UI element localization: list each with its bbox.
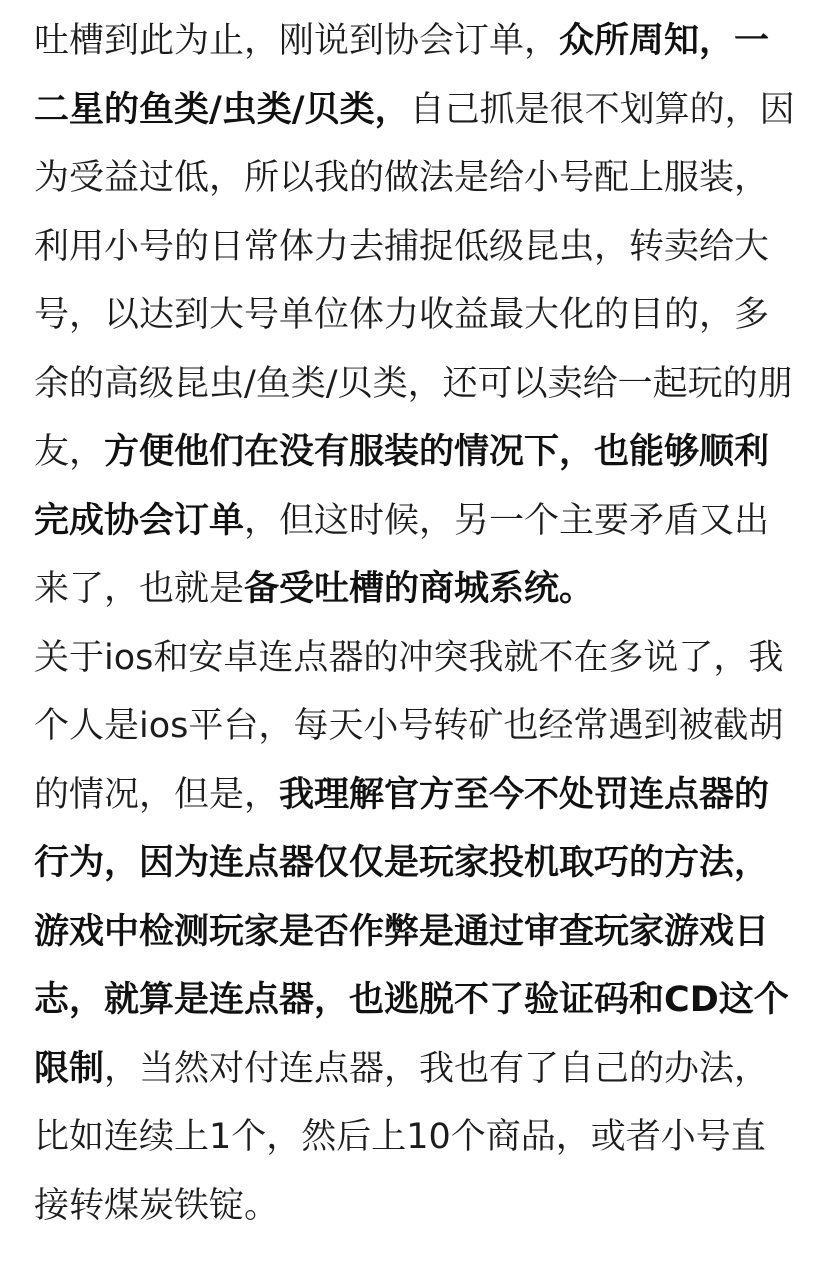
bold-text-segment: 我理解官方至今不处罚连点器的行为，因为连点器仅仅是玩家投机取巧的方法，游戏中检测玩家是否作弊是通过审查玩家游戏日志，就算是连点器，也逃脱不了验证码和CD这个限制	[34, 774, 789, 1089]
text-segment: 吐槽到此为止，刚说到协会订单，	[34, 21, 560, 61]
bold-text-segment: 众所周知，一二星的鱼类/虫类/贝类，	[34, 21, 770, 130]
bold-text-segment: 方便他们在没有服装的情况下，也能够顺利完成协会订单	[34, 432, 770, 541]
text-segment: ，当然对付连点器，我也有了自己的办法，比如连续上1个，然后上10个商品，或者小号直接转煤炭铁锭。	[34, 1048, 770, 1226]
text-segment: ，但这时候，另一个主要矛盾又出来了，也就是	[34, 500, 770, 609]
paragraph-1	[34, 0, 798, 624]
bold-text-segment: 备受吐槽的商城系统。	[244, 569, 595, 609]
paragraph-2	[34, 624, 798, 1241]
text-segment: 关于ios和安卓连点器的冲突我就不在多说了，我个人是ios平台，每天小号转矿也经常遇到被截胡的情况，但是，	[34, 637, 784, 815]
text-segment: 自己抓是很不划算的，因为受益过低，所以我的做法是给小号配上服装，利用小号的日常体力去捕捉低级昆虫，转卖给大号，以达到大号单位体力收益最大化的目的，多余的高级昆虫/鱼类/贝类，还可以卖给一起玩的朋友，	[34, 89, 795, 472]
